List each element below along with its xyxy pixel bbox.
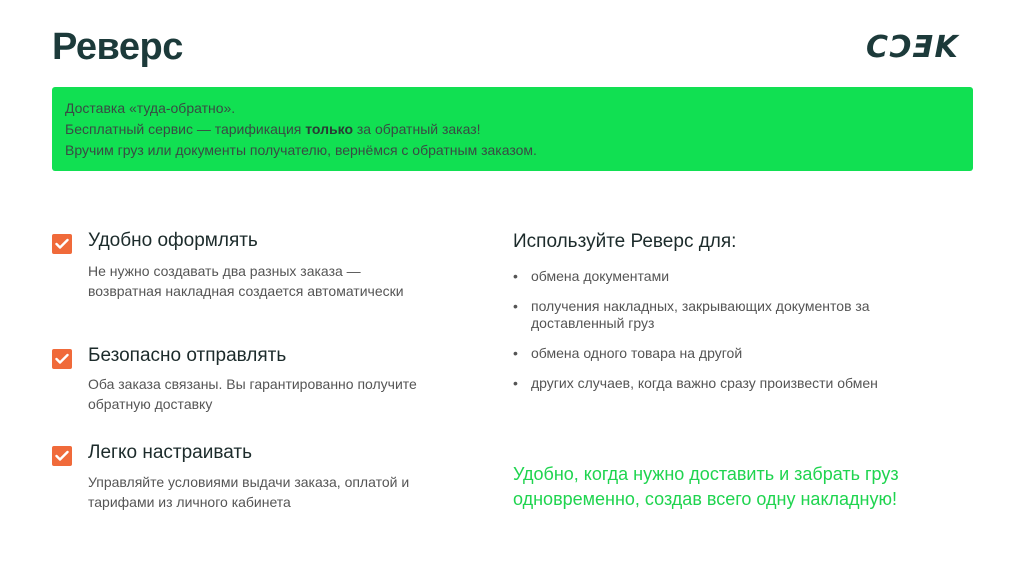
- uses-title: Используйте Реверс для:: [513, 231, 737, 252]
- banner-line-3: Вручим груз или документы получателю, вернёмся с обратным заказом.: [65, 142, 537, 158]
- banner-emphasis: только: [305, 121, 353, 137]
- page-title: Реверс: [52, 26, 183, 68]
- banner-line-2: Бесплатный сервис — тарификация только за обратный заказ!: [65, 121, 481, 137]
- feature-title: Легко настраивать: [88, 442, 252, 463]
- checkbox-icon: [52, 446, 72, 466]
- uses-list: [513, 268, 913, 405]
- list-item: • других случаев, когда важно сразу произвести обмен: [513, 375, 913, 392]
- cdek-logo: CↃƎK: [866, 30, 960, 65]
- callout-text: Удобно, когда нужно доставить и забрать груз одновременно, создав всего одну накладную!: [513, 464, 899, 509]
- feature-title: Удобно оформлять: [88, 230, 258, 251]
- feature-text: Не нужно создавать два разных заказа — возвратная накладная создается автоматически: [88, 263, 404, 299]
- list-item: • обмена одного товара на другой: [513, 345, 913, 362]
- checkbox-icon: [52, 349, 72, 369]
- checkbox-icon: [52, 234, 72, 254]
- feature-text: Оба заказа связаны. Вы гарантированно получите обратную доставку: [88, 376, 417, 412]
- info-banner: [52, 87, 973, 171]
- list-item: • обмена документами: [513, 268, 913, 285]
- banner-line-1: Доставка «туда-обратно».: [65, 100, 236, 116]
- feature-title: Безопасно отправлять: [88, 345, 287, 366]
- feature-text: Управляйте условиями выдачи заказа, оплатой и тарифами из личного кабинета: [88, 474, 410, 510]
- list-item: • получения накладных, закрывающих документов за доставленный груз: [513, 298, 913, 332]
